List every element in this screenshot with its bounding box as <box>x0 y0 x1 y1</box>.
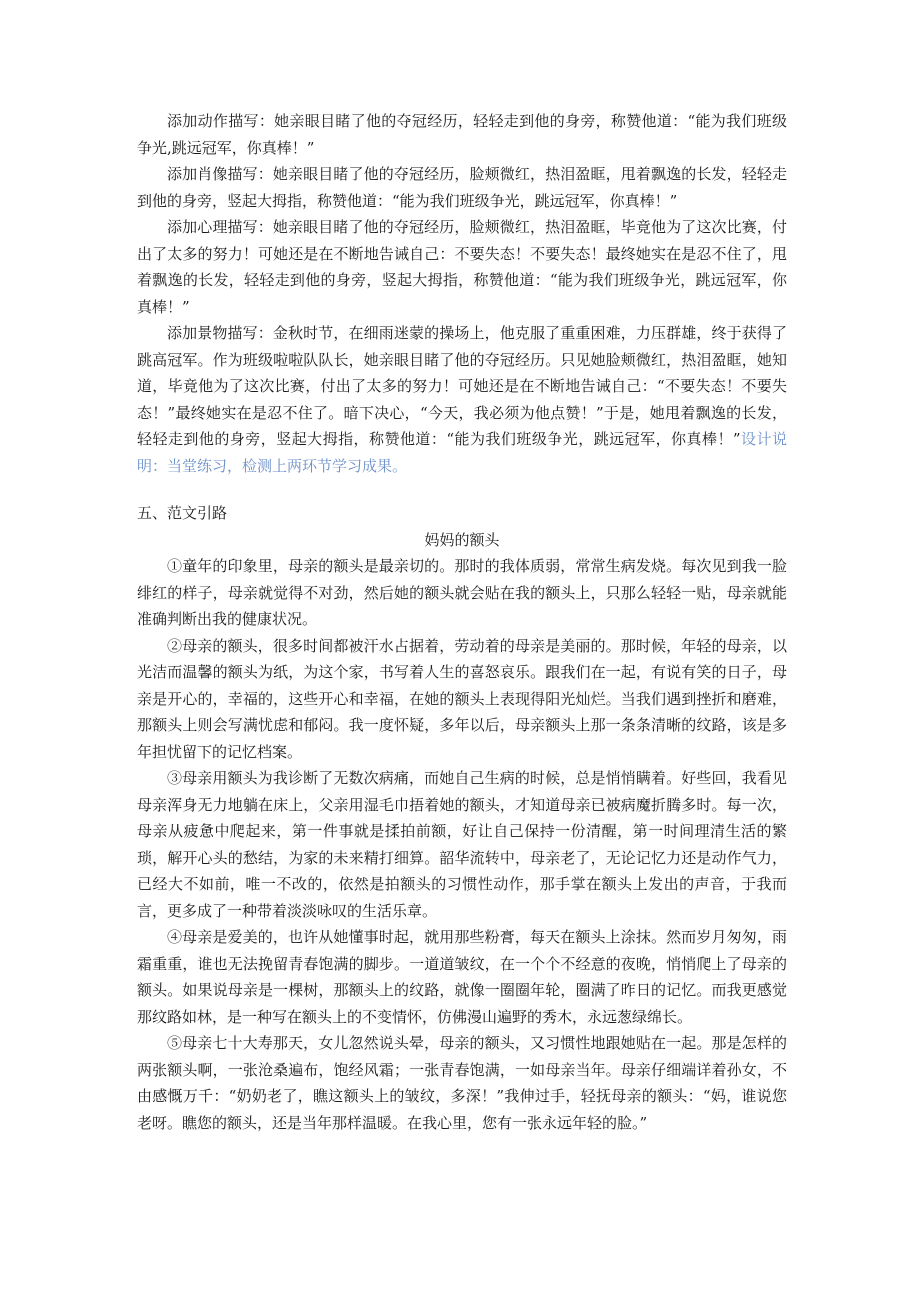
paragraph-psychology-description: 添加心理描写：她亲眼目睹了他的夺冠经历，脸颊微红，热泪盈眶，毕竟他为了这次比赛，付出了太多的努力！可她还是在不断地告诫自己：不要失态！不要失态！最终她实在是忍不住了，甩着飘逸的长发，轻轻走到他的身旁，竖起大拇指，称赞他道：“能为我们班级争光，跳远冠军，你真棒！” <box>137 218 787 316</box>
essay-paragraph-5: ⑤母亲七十大寿那天，女儿忽然说头晕，母亲的额头，又习惯性地跟她贴在一起。那是怎样的两张额头啊，一张沧桑遍布，饱经风霜；一张青春饱满，一如母亲当年。母亲仔细端详着孙女，不由感慨万千：“奶奶老了，瞧这额头上的皱纹，多深！”我伸过手，轻抚母亲的额头：“妈，谁说您老呀。瞧您的额头，还是当年那样温暖。在我心里，您有一张永远年轻的脸。” <box>137 1034 787 1132</box>
document-page <box>137 108 787 1136</box>
essay-paragraph-4: ④母亲是爱美的，也许从她懂事时起，就用那些粉膏，每天在额头上涂抹。然而岁月匆匆，雨霜重重，谁也无法挽留青春饱满的脚步。一道道皱纹，在一个个不经意的夜晚，悄悄爬上了母亲的额头。如果说母亲是一棵树，那额头上的纹路，就像一圈圈年轮，圈满了昨日的记忆。而我更感觉那纹路如林，是一种写在额头上的不变情怀，仿佛漫山遍野的秀木，永远葱绿绵长。 <box>137 928 787 1026</box>
section-heading: 五、范文引路 <box>137 504 228 522</box>
paragraph-scenery-description: 添加景物描写：金秋时节，在细雨迷蒙的操场上，他克服了重重困难，力压群雄，终于获得了跳高冠军。作为班级啦啦队队长，她亲眼目睹了他的夺冠经历。只见她脸颊微红，热泪盈眶，她知道，毕竟他为了这次比赛，付出了太多的努力！可她还是在不断地告诫自己：“不要失态！不要失态！”最终她实在是忍不住了。暗下决心，“今天，我必须为他点赞！”于是，她甩着飘逸的长发，轻轻走到他的身旁，竖起大拇指，称赞他道：“能为我们班级争光，跳远冠军，你真棒！”设计说明：当堂练习，检测上两环节学习成果。 <box>137 324 787 475</box>
essay-paragraph-1: ①童年的印象里，母亲的额头是最亲切的。那时的我体质弱，常常生病发烧。每次见到我一脸绯红的样子，母亲就觉得不对劲，然后她的额头就会贴在我的额头上，只那么轻轻一贴，母亲就能准确判断出我的健康状况。 <box>137 557 787 628</box>
essay-paragraph-3: ③母亲用额头为我诊断了无数次病痛，而她自己生病的时候，总是悄悄瞒着。好些回，我看见母亲浑身无力地躺在床上，父亲用湿毛巾捂着她的额头，才知道母亲已被病魔折腾多时。每一次，母亲从疲惫中爬起来，第一件事就是揉拍前额，好让自己保持一份清醒，第一时间理清生活的繁琐，解开心头的愁结，为家的未来精打细算。韶华流转中，母亲老了，无论记忆力还是动作气力，已经大不如前，唯一不改的，依然是拍额头的习惯性动作，那手掌在额头上发出的声音，于我而言，更多成了一种带着淡淡咏叹的生活乐章。 <box>137 769 787 920</box>
essay-paragraph-2: ②母亲的额头，很多时间都被汗水占据着，劳动着的母亲是美丽的。那时候，年轻的母亲，以光洁而温馨的额头为纸，为这个家，书写着人生的喜怒哀乐。跟我们在一起，有说有笑的日子，母亲是开心的，幸福的，这些开心和幸福，在她的额头上表现得阳光灿烂。当我们遇到挫折和磨难，那额头上则会写满忧虑和郁闷。我一度怀疑，多年以后，母亲额头上那一条条清晰的纹路，该是多年担忧留下的记忆档案。 <box>137 636 787 761</box>
paragraph-action-description: 添加动作描写：她亲眼目睹了他的夺冠经历，轻轻走到他的身旁，称赞他道：“能为我们班级争光,跳远冠军，你真棒！” <box>137 112 787 157</box>
design-note: 设计说明：当堂练习，检测上两环节学习成果。 <box>137 430 787 475</box>
essay-title: 妈妈的额头 <box>424 530 500 549</box>
paragraph-portrait-description: 添加肖像描写：她亲眼目睹了他的夺冠经历，脸颊微红，热泪盈眶，甩着飘逸的长发，轻轻走到他的身旁，竖起大拇指，称赞他道：“能为我们班级争光，跳远冠军，你真棒！” <box>137 165 787 210</box>
